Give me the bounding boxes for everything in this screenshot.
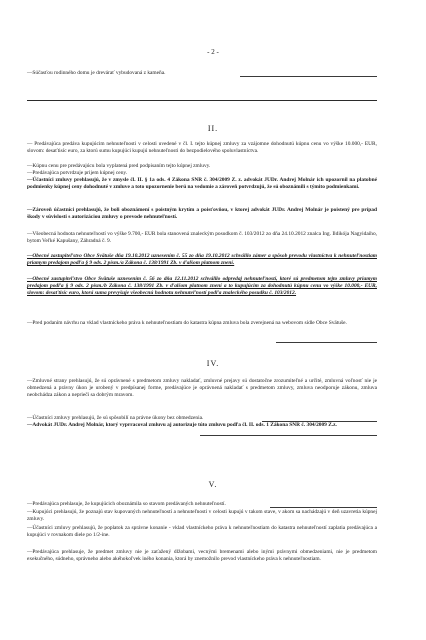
- fill-line: [200, 435, 377, 436]
- section-heading-ii: II.: [207, 124, 219, 133]
- fill-line: [240, 76, 377, 77]
- section-divider: [27, 100, 377, 101]
- section-heading-iv: IV.: [206, 359, 220, 368]
- section-heading-v: V.: [208, 480, 218, 489]
- sec2-paragraph-9: — Pred podaním návrhu na vklad vlastníckeho práva k nehnuteľnostiam do katastra kúpna zmluva bola zverejnená na webovom sídle Obce Svätuše.: [27, 320, 377, 327]
- fill-line: [270, 507, 377, 508]
- sec5-paragraph-2: — Kupujúci prehlasujú, že poznajú stav kupovaných nehnuteľností a nehnuteľnosti v celosti kupujú v takom stave, v akom sa nachádzajú v deň uzavretia kúpnej zmluvy.: [27, 509, 377, 523]
- sec2-paragraph-3: — Predávajúca potvrdzuje prijem kúpnej ceny.: [27, 170, 377, 177]
- sec2-paragraph-1-text: Predávajúca predáva kupujúcim nehnuteľnosti v celosti uvedené v čl. I. tejto kúpnej zmluvy za vzájomne dohodnutú kúpnu cenu vo výške 10.000,- EUR, slovom: desaťtisíc euro, za ktorú sumu kupujúci kupujú nehnuteľnosti do bezpodielového spoluvlastníctva.: [27, 141, 378, 155]
- sec5-paragraph-1: — Predávajúca prehlasuje, že kupujúcich oboznámila so stavom predávaných nehnuteľností.: [27, 501, 377, 508]
- sec2-paragraph-2: — Kúpnu cenu pre predávajúcu bola vyplatená pred podpisaním tejto kúpnej zmluvy.: [27, 163, 377, 170]
- sec2-paragraph-7: — Obecné zastupiteľstvo Obce Svätuše dňa 19.10.2012 uznesením č. 55 zo dňa 19.10.2012 schválilo zámer a spôsob prevodu vlastníctva k nehnuteľnostiam priamym predajom podľa § 9 ods. 2 písm./a Zákona č. 138/1991 Zb. v ďalšom platnom znení.: [27, 253, 377, 267]
- intro-paragraph: — Súčasťou rodinného domu je drevárať vybudovaná z kameňa.: [27, 70, 377, 77]
- page-number: - 2 -: [207, 48, 219, 56]
- sec2-paragraph-8: — Obecné zastupiteľstvo Obce Svätuše uznesením č. 56 zo dňa 12.11.2012 schválilo odpredaj nehnuteľností, ktoré sú predmetom tejto zmluvy priamym predajom podľa § 9 ods. 2 písm./b Zákona č. 138/1991 Zb. v ďalšom platnom znení a to kupujúcim za dohodnutú kúpnu cenu vo výške 10.000,- EUR, slovom: desaťtisíc euro, ktorá suma prevyšuje všeobecnú hodnotu nehnuteľností podľa znaleckého posudku č. 103/2012.: [27, 276, 377, 298]
- sec5-paragraph-3: — Účastníci zmluvy prehlasujú, že poplatok za správne konanie - vklad vlastníckeho práva k nehnuteľnostiam do katastra nehnuteľností zaplatia predávajúca a kupujúci v rovnakom diele po 1/2-ine.: [27, 525, 377, 539]
- sec2-paragraph-4: — Účastníci zmluvy prehlasujú, že v zmysle čl. II. § 1a ods. 4 Zákona SNR č. 304/2009 Z. z. advokát JUDr. Andrej Molnár ich upozornil na platobné podmienky kúpnej ceny dohodnuté v zmluve a toto upozornenie berú na vedomie a zároveň potvrdzujú, že sú oboznámili s týmito podmienkami.: [27, 177, 377, 191]
- sec4-paragraph-1: — Zmluvné strany prehlasujú, že sú oprávnené s predmetom zmluvy nakladať, zmluvné prejavy sú dostatočne zrozumiteľné a určité, zmluvná voľnosť nie je obmedzená a právny úkon je urobený v predpísanej forme, predávajúce je oprávnená nakladať s predmetom zmluvy, zmluva neodporuje zákonu, zmluva neobchádza zákon a neprieči sa dobrým mravom.: [27, 378, 377, 400]
- sec5-paragraph-4: — Predávajúca prehlasuje, že predmet zmluvy nie je zaťažený dlžobami, vecnými bremenami alebo inými právnymi obmedzeniami, nie je predmetom exekučného, súdneho, správneho alebo akéhokoľvek iného konania, ktorá by znemožnilo prevod vlastníckeho práva k nehnuteľnostiam.: [27, 549, 377, 563]
- sec4-paragraph-3: — Advokát JUDr. Andrej Molnár, ktorý vyprracoval zmluvu aj autorizuje túto zmluvu podľa čl. II. ods. 1 Zákona SNR č. 304/2009 Z.z.: [27, 422, 377, 429]
- sec4-paragraph-2: — Účastníci zmluvy prehlasujú, že sú spôsobilí na právne úkony bez obmedzenia.: [27, 415, 377, 422]
- sec2-paragraph-6: — Všeobecná hodnota nehnuteľností vo výške 9.700,- EUR bola stanovená znaleckým posudkom č. 103/2012 zo dňa 24.10.2012 znalca Ing. Ildikója Nagyidaiho, bytom Veľké Kapušany, Záhradná č. 9.: [27, 231, 377, 245]
- sec2-paragraph-1: [27, 141, 377, 155]
- sec2-paragraph-5: — Zároveň účastníci prehlasujú, že boli oboznámení s poistným krytím a poisťovňou, v ktorej advokát JUDr. Andrej Molnár je poistený pre prípad škody v súvislosti s autorizáciou zmluvy o prevode nehnuteľností.: [27, 207, 377, 221]
- fill-line: [276, 342, 377, 343]
